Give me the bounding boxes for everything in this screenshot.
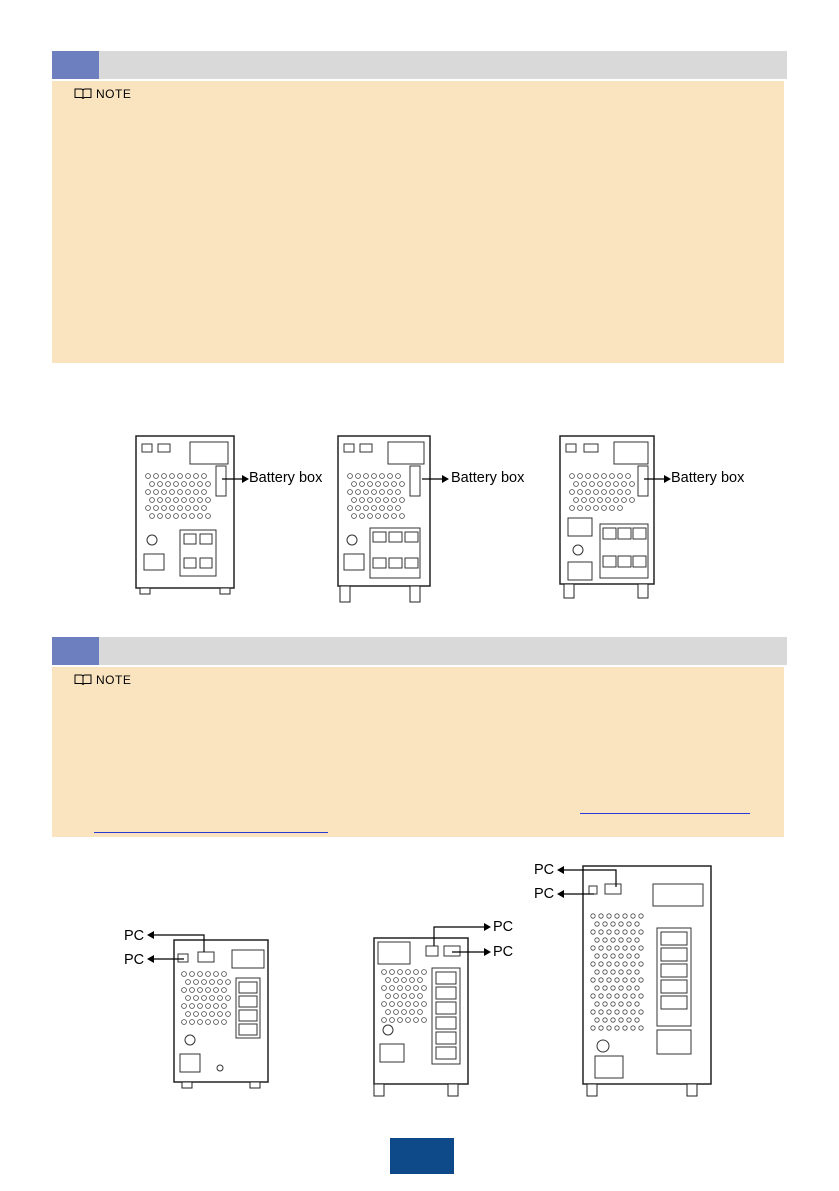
section-2-note-box [52, 667, 784, 837]
arrow-right-icon [222, 472, 250, 486]
ups-rear-view-2 [338, 436, 432, 606]
battery-box-callout-2: Battery box [451, 470, 525, 486]
arrow-right-icon [644, 472, 672, 486]
manual-link-line-1[interactable] [580, 813, 750, 814]
pc-callout-middle-2: PC [493, 944, 514, 960]
section-1-note-box [52, 81, 784, 363]
section-1-number-block [52, 51, 99, 79]
arrow-left-icon [556, 887, 596, 901]
page-number-badge [390, 1138, 454, 1174]
book-icon [74, 88, 92, 100]
battery-box-callout-3: Battery box [671, 470, 745, 486]
section-1-note-label: NOTE [74, 87, 131, 101]
book-icon [74, 674, 92, 686]
pc-callout-left-2: PC [124, 952, 145, 968]
ups-comm-view-3 [583, 866, 713, 1098]
pc-callout-middle-1: PC [493, 919, 514, 935]
section-2-header-bar [52, 637, 787, 665]
arrow-right-icon [452, 945, 492, 959]
ups-rear-view-3 [560, 436, 656, 600]
ups-comm-view-1 [174, 940, 270, 1090]
manual-link-line-2[interactable] [94, 832, 328, 833]
pc-callout-right-1: PC [534, 862, 555, 878]
ups-rear-view-1 [136, 436, 236, 596]
section-2-note-label: NOTE [74, 673, 131, 687]
pc-callout-right-2: PC [534, 886, 555, 902]
arrow-right-icon [422, 472, 450, 486]
arrow-left-icon [146, 952, 186, 966]
pc-callout-left-1: PC [124, 928, 145, 944]
section-1-header-bar [52, 51, 787, 79]
battery-box-callout-1: Battery box [249, 470, 323, 486]
section-2-number-block [52, 637, 99, 665]
ups-comm-view-2 [374, 938, 470, 1098]
